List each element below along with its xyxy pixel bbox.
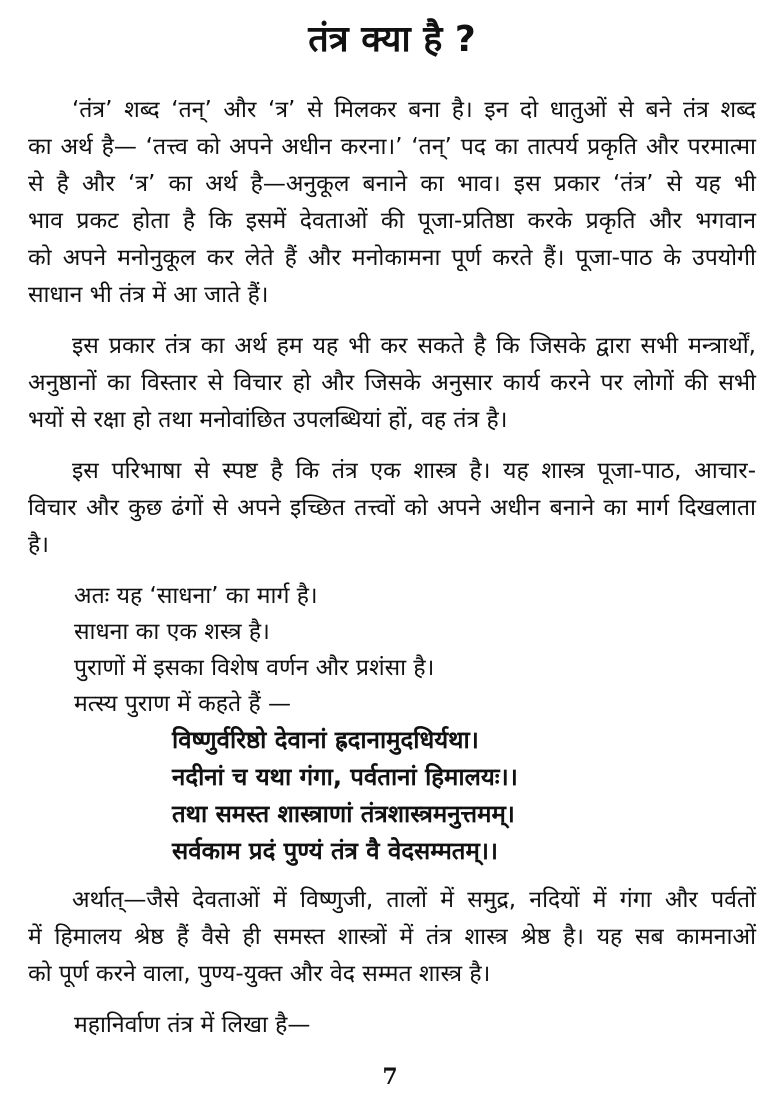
short-line: मत्स्य पुराण में कहते हैं — (74, 691, 291, 717)
verse-line: नदीनां च यथा गंगा, पर्वतानां हिमालयः।। (172, 763, 518, 791)
text-line: में हिमालय श्रेष्ठ हैं वैसे ही समस्त शास्त्रों में तंत्र शास्त्र श्रेष्ठ है। यह सब कामनाओं (28, 924, 756, 950)
text-line: को पूर्ण करने वाला, पुण्य-युक्त और वेद सम्मत शास्त्र है। (28, 961, 491, 987)
short-line: साधना का एक शस्त्र है। (74, 619, 270, 645)
text-line: साधान भी तंत्र में आ जाते हैं। (28, 282, 269, 308)
page-title: तंत्र क्या है ? (308, 19, 476, 60)
text-line: से है और ‘त्र’ का अर्थ है—अनुकूल बनाने का भाव। इस प्रकार ‘तंत्र’ से यह भी (28, 171, 756, 197)
sanskrit-verse (28, 722, 756, 870)
text-line: ‘तंत्र’ शब्द ‘तन्’ और ‘त्र’ से मिलकर बना है। इन दो धातुओं से बने तंत्र शब्द (72, 97, 756, 123)
text-line: इस प्रकार तंत्र का अर्थ हम यह भी कर सकते है कि जिसके द्वारा सभी मन्त्रार्थों, (72, 333, 756, 359)
short-statements (28, 578, 756, 722)
verse-line: तथा समस्त शास्त्राणां तंत्रशास्त्रमनुत्तमम्। (172, 800, 515, 828)
paragraph-tantra-meaning (28, 92, 756, 314)
paragraph-verse-meaning (28, 882, 756, 993)
text-line: अर्थात्—जैसे देवताओं में विष्णुजी, तालों में समुद्र, नदियों में गंगा और पर्वतों (72, 887, 756, 913)
closing-line: महानिर्वाण तंत्र में लिखा है— (74, 1012, 311, 1038)
short-line: अतः यह ‘साधना’ का मार्ग है। (74, 583, 318, 609)
text-line: भयों से रक्षा हो तथा मनोवांछित उपलब्धियां हों, वह तंत्र है। (28, 407, 508, 433)
text-line: इस परिभाषा से स्पष्ट है कि तंत्र एक शास्त्र है। यह शास्त्र पूजा-पाठ, आचार- (72, 458, 756, 484)
text-line: भाव प्रकट होता है कि इसमें देवताओं की पूजा-प्रतिष्ठा करके प्रकृति और भगवान (28, 208, 756, 234)
text-line: अनुष्ठानों का विस्तार से विचार हो और जिसके अनुसार कार्य करने पर लोगों की सभी (28, 370, 756, 396)
verse-line: विष्णुर्वरिष्ठो देवानां ह्रदानामुदधिर्यथा। (172, 726, 479, 754)
text-line: को अपने मनोनुकूल कर लेते हैं और मनोकामना पूर्ण करते हैं। पूजा-पाठ के उपयोगी (28, 245, 756, 271)
verse-line: सर्वकाम प्रदं पुण्यं तंत्र वै वेदसम्मतम्।। (172, 837, 499, 865)
page-number: 7 (382, 1064, 398, 1090)
text-line: का अर्थ है— ‘तत्त्व को अपने अधीन करना।’ ‘तन्’ पद का तात्पर्य प्रकृति और परमात्मा (28, 134, 756, 160)
paragraph-tantra-definition (28, 453, 756, 564)
short-line: पुराणों में इसका विशेष वर्णन और प्रशंसा है। (74, 655, 435, 681)
closing-statement (28, 1007, 756, 1043)
text-line: विचार और कुछ ढंगों से अपने इच्छित तत्त्वों को अपने अधीन बनाने का मार्ग दिखलाता (28, 495, 756, 521)
text-line: है। (28, 532, 49, 558)
paragraph-tantra-purpose (28, 328, 756, 439)
